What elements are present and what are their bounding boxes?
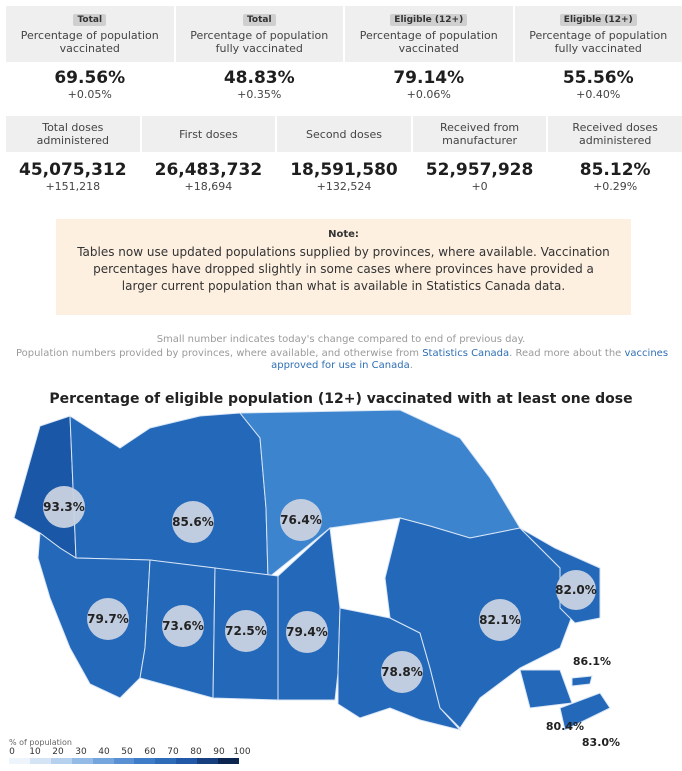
stat-change: +0.40% bbox=[576, 88, 621, 101]
stat-change: +132,524 bbox=[316, 180, 372, 193]
region-label-sk bbox=[225, 610, 267, 652]
legend-tick-label: 60 bbox=[144, 747, 156, 757]
region-nt[interactable] bbox=[70, 413, 268, 578]
legend-swatch bbox=[51, 758, 72, 764]
stat-value: 18,591,580 bbox=[290, 160, 398, 180]
stat-label: Percentage of population vaccinated bbox=[359, 28, 498, 55]
stat-tag: Eligible (12+) bbox=[390, 14, 467, 26]
region-value: 73.6% bbox=[162, 619, 204, 633]
region-pe[interactable] bbox=[572, 676, 592, 686]
legend-tick-label: 50 bbox=[121, 747, 133, 757]
statistics-canada-link[interactable]: Statistics Canada bbox=[422, 348, 510, 359]
note-text: Tables now use updated populations supplied by provinces, where available. Vaccination percentages have dropped slightly in some cases where provinces have provided a larger current population than what is available in Statistics Canada data. bbox=[77, 245, 610, 293]
legend-tick-label: 30 bbox=[75, 747, 87, 757]
region-value: 83.0% bbox=[581, 736, 621, 749]
doses-stats-row bbox=[6, 116, 682, 202]
stat-value: 48.83% bbox=[223, 68, 295, 88]
legend-swatch bbox=[197, 758, 218, 764]
region-shapes bbox=[14, 410, 610, 730]
legend-swatch bbox=[114, 758, 135, 764]
change-footnote: Small number indicates today's change compared to end of previous day. bbox=[156, 334, 526, 345]
region-value: 72.5% bbox=[225, 624, 267, 638]
legend-swatch bbox=[72, 758, 93, 764]
stat-change: +0.35% bbox=[237, 88, 282, 101]
legend-tick-label: 20 bbox=[52, 747, 64, 757]
stat-tag: Total bbox=[73, 14, 106, 26]
stat-card-eligible-fully-vaccinated bbox=[515, 6, 682, 108]
stat-value: 26,483,732 bbox=[154, 160, 263, 180]
legend-swatch bbox=[134, 758, 155, 764]
region-value: 78.8% bbox=[381, 665, 423, 679]
stat-card-received-doses-administered bbox=[548, 116, 682, 202]
region-value: 86.1% bbox=[572, 655, 612, 668]
stat-value: 79.14% bbox=[393, 68, 465, 88]
legend-swatch bbox=[155, 758, 176, 764]
region-label-pe bbox=[573, 655, 611, 668]
region-value: 82.1% bbox=[479, 613, 521, 627]
legend-ticks bbox=[9, 747, 249, 758]
map-title: Percentage of eligible population (12+) vaccinated with at least one dose bbox=[49, 391, 633, 407]
legend-tick-label: 40 bbox=[98, 747, 110, 757]
stat-tag: Total bbox=[243, 14, 276, 26]
stat-label: Second doses bbox=[306, 127, 382, 141]
note-box bbox=[56, 219, 631, 315]
stat-card-total-vaccinated bbox=[6, 6, 174, 108]
source-footnote: Population numbers provided by provinces, where available, and otherwise from Statistics Canada. Read more about the vaccines approved for use in Canada. bbox=[15, 348, 669, 371]
region-label-ns bbox=[582, 736, 620, 749]
stat-label: Received doses administered bbox=[572, 121, 658, 147]
legend-swatch bbox=[93, 758, 114, 764]
legend-color-scale bbox=[9, 758, 239, 764]
stat-label: Percentage of population fully vaccinated bbox=[190, 28, 329, 55]
region-value: 82.0% bbox=[555, 583, 597, 597]
region-label-mb bbox=[286, 611, 328, 653]
note-title: Note: bbox=[328, 229, 359, 240]
stat-change: +0 bbox=[471, 180, 488, 193]
region-label-nb bbox=[546, 720, 584, 733]
stat-change: +151,218 bbox=[45, 180, 101, 193]
stat-value: 45,075,312 bbox=[19, 160, 127, 180]
legend-swatch bbox=[176, 758, 197, 764]
map-legend bbox=[9, 738, 249, 764]
legend-tick-label: 10 bbox=[29, 747, 41, 757]
legend-swatch bbox=[30, 758, 51, 764]
stat-card-total-doses bbox=[6, 116, 140, 202]
legend-swatch bbox=[218, 758, 239, 764]
approved-vaccines-link[interactable]: vaccines approved for use in Canada bbox=[271, 348, 669, 371]
stat-card-eligible-vaccinated bbox=[345, 6, 513, 108]
legend-tick-label: 90 bbox=[213, 747, 225, 757]
summary-stats-row bbox=[6, 6, 682, 108]
region-value: 85.6% bbox=[172, 515, 214, 529]
stat-label: Percentage of population vaccinated bbox=[20, 28, 159, 55]
stat-change: +0.29% bbox=[593, 180, 638, 193]
legend-tick-label: 70 bbox=[167, 747, 179, 757]
region-label-yt bbox=[43, 486, 85, 528]
legend-tick-label: 80 bbox=[190, 747, 202, 757]
region-value: 76.4% bbox=[280, 513, 322, 527]
legend-swatch bbox=[9, 758, 30, 764]
region-label-bc bbox=[87, 598, 129, 640]
stat-card-total-fully-vaccinated bbox=[176, 6, 344, 108]
stat-change: +18,694 bbox=[184, 180, 233, 193]
region-label-nu bbox=[280, 499, 322, 541]
stat-label: Percentage of population fully vaccinated bbox=[529, 28, 668, 55]
stat-value: 52,957,928 bbox=[425, 160, 534, 180]
stat-change: +0.06% bbox=[406, 88, 451, 101]
stat-change: +0.05% bbox=[67, 88, 112, 101]
region-value: 79.7% bbox=[87, 612, 129, 626]
stat-tag: Eligible (12+) bbox=[560, 14, 637, 26]
region-value: 80.4% bbox=[545, 720, 585, 733]
stat-value: 55.56% bbox=[562, 68, 634, 88]
stat-card-first-doses bbox=[142, 116, 276, 202]
stat-label: Total doses administered bbox=[36, 121, 109, 147]
region-label-nt bbox=[172, 501, 214, 543]
stat-value: 85.12% bbox=[579, 160, 651, 180]
region-label-ab bbox=[162, 605, 204, 647]
stat-card-second-doses bbox=[277, 116, 411, 202]
region-label-qc bbox=[479, 599, 521, 641]
region-nb[interactable] bbox=[520, 670, 572, 708]
legend-tick-label: 0 bbox=[9, 747, 15, 757]
stat-label: Received from manufacturer bbox=[440, 121, 520, 147]
region-value: 93.3% bbox=[43, 500, 85, 514]
region-value: 79.4% bbox=[286, 625, 328, 639]
legend-tick-label: 100 bbox=[233, 747, 251, 757]
stat-label: First doses bbox=[179, 127, 238, 141]
stat-value: 69.56% bbox=[54, 68, 126, 88]
region-label-on bbox=[381, 651, 423, 693]
legend-title: % of population bbox=[9, 738, 72, 747]
stat-card-received-from-manufacturer bbox=[413, 116, 547, 202]
